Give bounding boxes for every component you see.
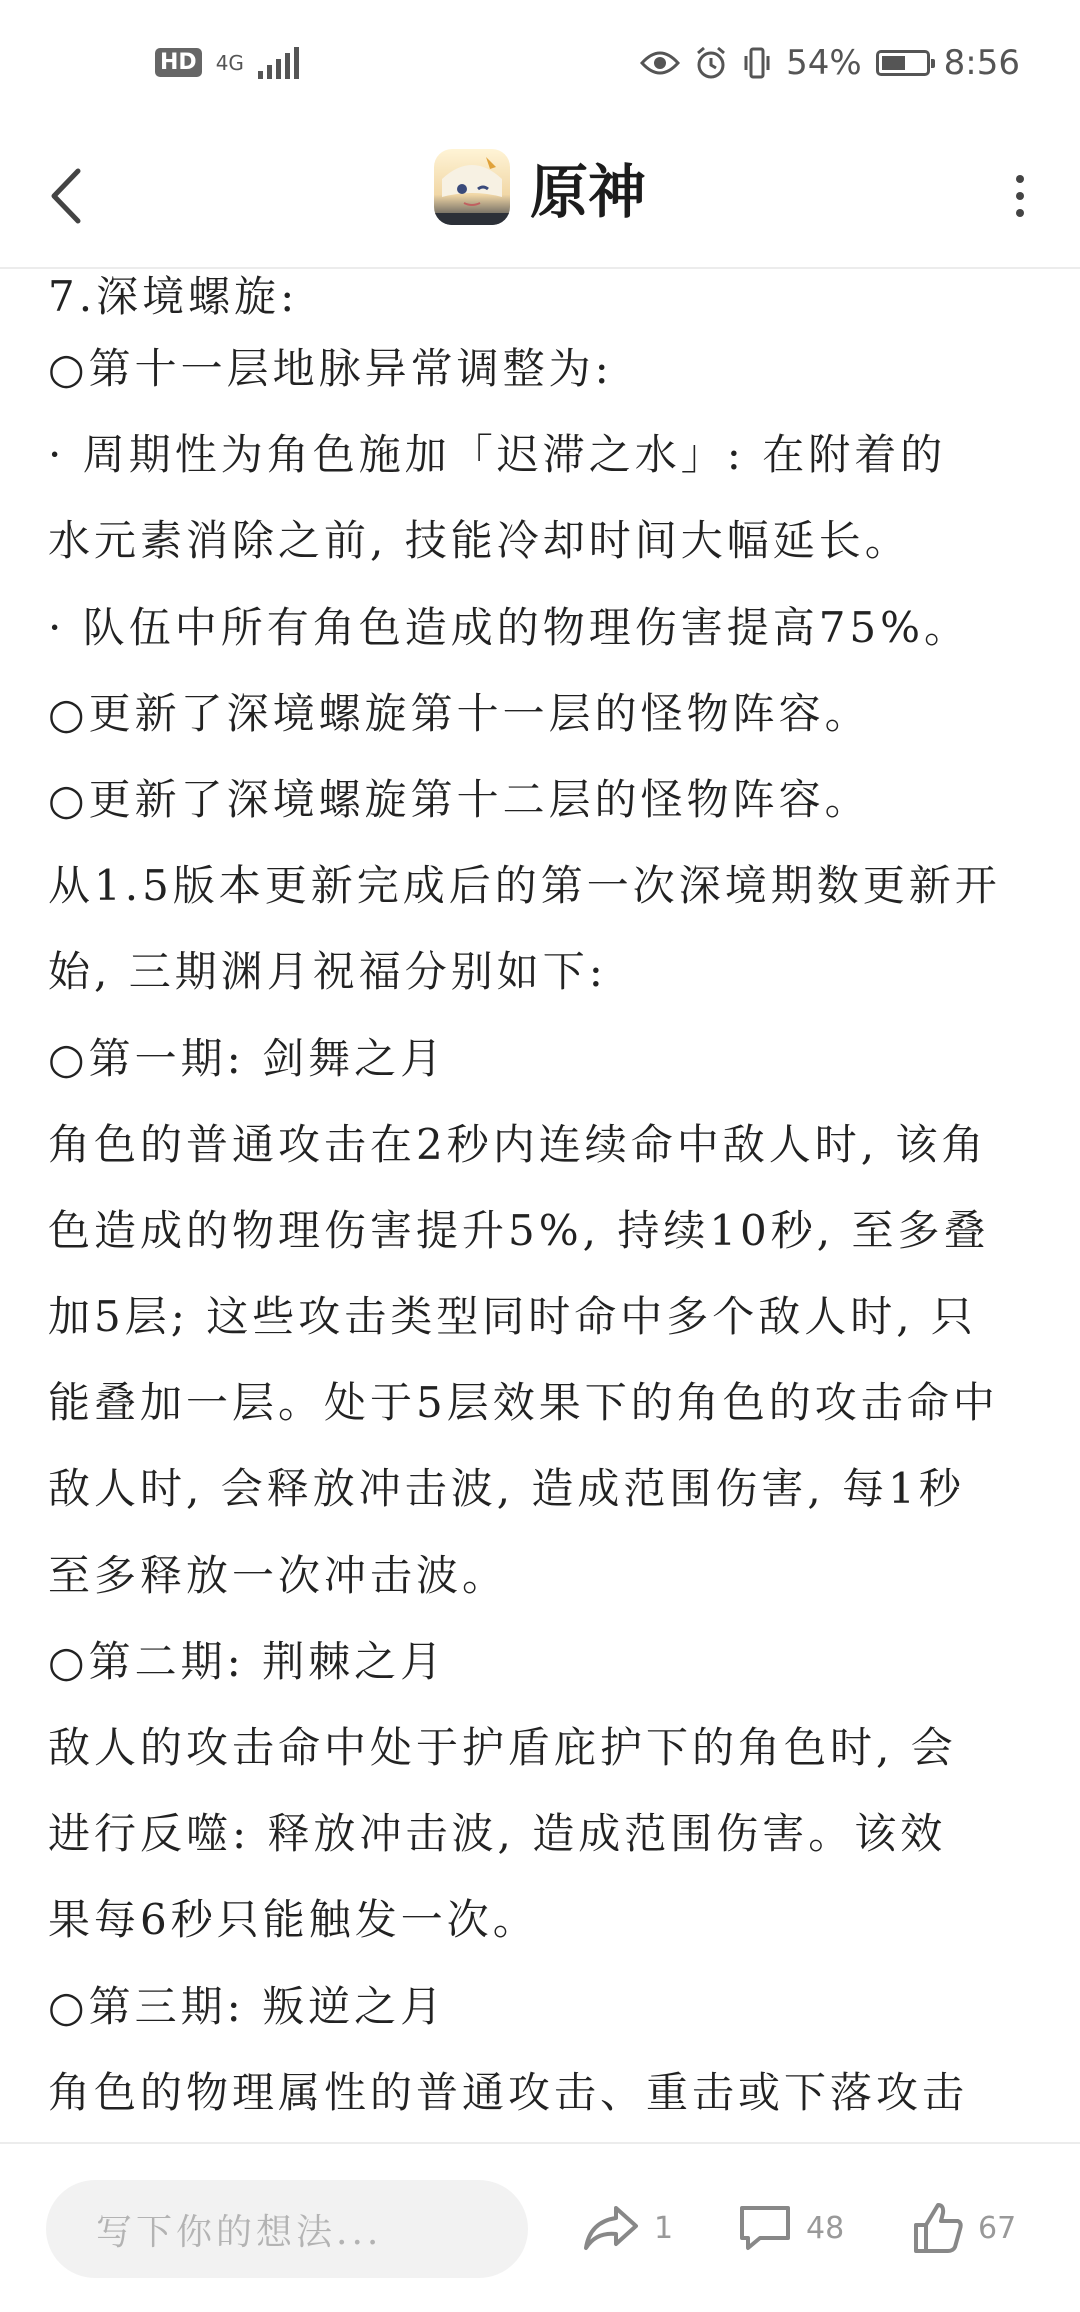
status-left [155, 47, 299, 79]
article-content [48, 268, 1038, 2140]
alarm-icon [694, 46, 728, 80]
page-title: 原神 [529, 158, 646, 226]
bottom-action-bar [0, 2142, 1080, 2312]
status-bar [0, 0, 1080, 125]
battery-fill [882, 56, 905, 70]
thumbs-up-icon [912, 2201, 964, 2255]
article-line: 加5层; 这些攻击类型同时命中多个敌人时, 只 [48, 1292, 977, 1342]
article-line: 始, 三期渊月祝福分别如下: [48, 947, 607, 997]
comment-input[interactable]: 写下你的想法... [46, 2180, 528, 2278]
title-group [0, 145, 1080, 229]
comment-icon [738, 2202, 792, 2254]
eye-icon [640, 49, 680, 77]
paimon-avatar-icon[interactable] [434, 149, 510, 225]
vibrate-icon [742, 46, 772, 80]
article-line: 敌人时, 会释放冲击波, 造成范围伤害, 每1秒 [48, 1464, 965, 1514]
article-line: 7.深境螺旋: [48, 272, 299, 321]
article-line: ○第三期: 叛逆之月 [48, 1981, 447, 2031]
dot-icon [1016, 175, 1024, 183]
hd-badge: HD [155, 48, 202, 77]
article-line: ○第一期: 剑舞之月 [48, 1033, 447, 1083]
article-line: · 周期性为角色施加「迟滞之水」: 在附着的 [48, 430, 947, 480]
comment-count: 48 [806, 2210, 845, 2246]
battery-icon [876, 50, 930, 76]
article-line: 敌人的攻击命中处于护盾庇护下的角色时, 会 [48, 1723, 957, 1772]
article-line: 至多释放一次冲击波。 [48, 1550, 509, 1600]
comment-button[interactable] [738, 2192, 844, 2264]
article-line: ○更新了深境螺旋第十二层的怪物阵容。 [48, 774, 871, 824]
article-line: ○第二期: 荆棘之月 [48, 1636, 447, 1686]
article-line: 从1.5版本更新完成后的第一次深境期数更新开 [48, 861, 1001, 911]
status-right [640, 43, 1020, 83]
article-line: 水元素消除之前, 技能冷却时间大幅延长。 [48, 516, 911, 566]
app-header [0, 125, 1080, 269]
dot-icon [1016, 192, 1024, 200]
article-line: 能叠加一层。处于5层效果下的角色的攻击命中 [48, 1378, 999, 1428]
dot-icon [1016, 209, 1024, 217]
article-line: 色造成的物理伤害提升5%, 持续10秒, 至多叠 [48, 1205, 990, 1255]
more-options-button[interactable] [1000, 165, 1040, 227]
article-line: · 队伍中所有角色造成的物理伤害提高75%。 [48, 602, 971, 652]
network-type: 4G [215, 50, 244, 75]
share-count: 1 [654, 2210, 674, 2246]
clock: 8:56 [943, 42, 1020, 83]
article-line: 角色的普通攻击在2秒内连续命中敌人时, 该角 [48, 1119, 988, 1169]
like-count: 67 [978, 2210, 1017, 2246]
article-line: 进行反噬: 释放冲击波, 造成范围伤害。该效 [48, 1809, 947, 1859]
share-icon [582, 2202, 640, 2254]
share-button[interactable] [582, 2192, 673, 2264]
article-line: 角色的物理属性的普通攻击、重击或下落攻击 [48, 2067, 969, 2117]
article-line: ○更新了深境螺旋第十一层的怪物阵容。 [48, 688, 871, 738]
battery-percent: 54% [786, 42, 862, 83]
article-line: 果每6秒只能触发一次。 [48, 1895, 539, 1945]
article-line: ○第十一层地脉异常调整为: [48, 344, 613, 393]
like-button[interactable] [912, 2192, 1016, 2264]
signal-icon [258, 47, 299, 79]
